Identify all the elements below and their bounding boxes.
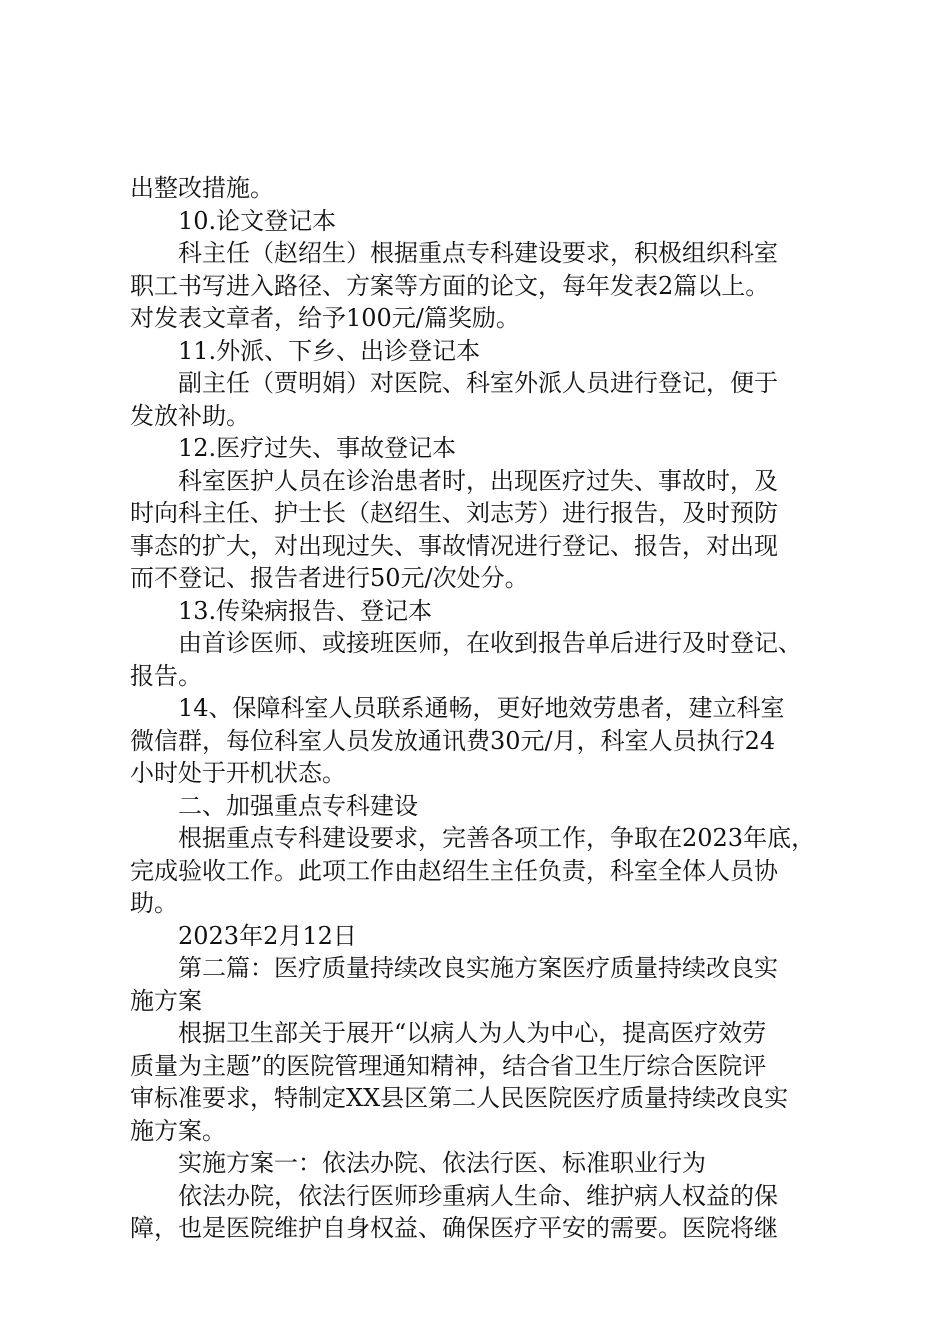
document-body [130,172,830,1245]
text-line: 时向科主任、护士长（赵绍生、刘志芳）进行报告，及时预防 [130,499,778,527]
text-line: 14、保障科室人员联系通畅，更好地效劳患者，建立科室 [178,694,785,722]
text-line: 施方案 [130,986,202,1015]
text-line: 实施方案一：依法办院、依法行医、标准职业行为 [178,1149,706,1177]
text-line: 10.论文登记本 [178,206,337,235]
text-line: 科室医护人员在诊治患者时，出现医疗过失、事故时，及 [178,466,778,495]
text-line: 依法办院，依法行医师珍重病人生命、维护病人权益的保 [178,1181,778,1210]
text-line: 11.外派、下乡、出诊登记本 [178,336,481,365]
text-line: 科主任（赵绍生）根据重点专科建设要求，积极组织科室 [178,239,778,267]
text-line: 助。 [130,889,178,917]
text-line: 副主任（贾明娟）对医院、科室外派人员进行登记，便于 [178,369,778,397]
text-line: 二、加强重点专科建设 [178,791,418,820]
text-line: 2023年2月12日 [178,921,357,950]
text-line: 发放补助。 [130,401,250,430]
text-line: 12.医疗过失、事故登记本 [178,434,457,462]
text-line: 而不登记、报告者进行50元/次处分。 [130,564,529,592]
text-line: 审标准要求，特制定XX县区第二人民医院医疗质量持续改良实 [130,1084,789,1112]
text-line: 出整改措施。 [130,174,274,202]
text-line: 小时处于开机状态。 [130,759,346,787]
text-line: 根据重点专科建设要求，完善各项工作，争取在2023年底， [178,824,816,852]
text-line: 由首诊医师、或接班医师，在收到报告单后进行及时登记、 [178,629,802,657]
text-line: 质量为主题”的医院管理通知精神，结合省卫生厅综合医院评 [130,1051,767,1080]
text-line: 施方案。 [130,1116,226,1145]
text-line: 根据卫生部关于展开“以病人为人为中心，提高医疗效劳 [178,1019,767,1047]
text-line: 对发表文章者，给予100元/篇奖励。 [130,304,520,332]
text-line: 完成验收工作。此项工作由赵绍生主任负责，科室全体人员协 [130,856,778,885]
text-line: 13.传染病报告、登记本 [178,596,433,625]
text-line: 障，也是医院维护自身权益、确保医疗平安的需要。医院将继 [130,1214,778,1242]
text-line: 报告。 [130,661,202,690]
text-line: 事态的扩大，对出现过失、事故情况进行登记、报告，对出现 [130,531,778,560]
text-line: 第二篇：医疗质量持续改良实施方案医疗质量持续改良实 [178,954,778,982]
text-line: 职工书写进入路径、方案等方面的论文，每年发表2篇以上。 [130,271,770,300]
text-line: 微信群，每位科室人员发放通讯费30元/月，科室人员执行24 [130,726,776,755]
